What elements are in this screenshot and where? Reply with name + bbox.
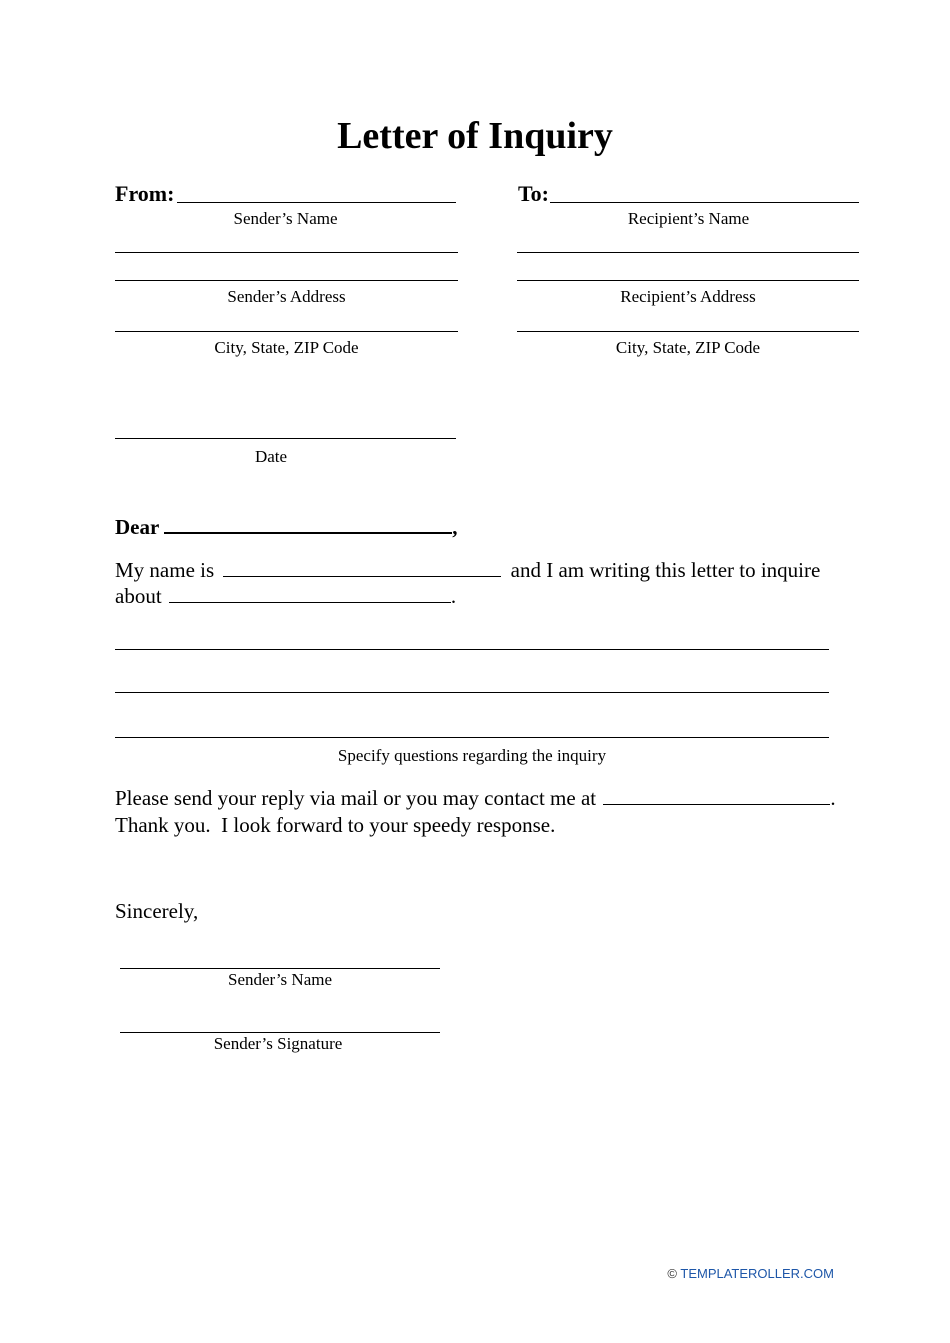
intro-period: . <box>450 584 457 608</box>
footer-site-link[interactable]: TEMPLATEROLLER.COM <box>680 1266 834 1281</box>
salutation-comma: , <box>452 515 458 539</box>
sender-address-line-1[interactable] <box>115 252 458 253</box>
inquiry-subject-field[interactable] <box>169 584 451 603</box>
signature-name-caption: Sender’s Name <box>227 970 333 989</box>
reply-line <box>115 786 836 811</box>
signature-name-field[interactable] <box>120 968 440 969</box>
recipient-name-caption: Recipient’s Name <box>627 209 750 228</box>
date-field[interactable] <box>115 438 456 439</box>
thanks-text: Thank you. I look forward to your speedy response. <box>115 813 556 837</box>
sender-address-caption: Sender’s Address <box>227 287 346 306</box>
questions-caption: Specify questions regarding the inquiry <box>337 746 607 765</box>
intro-text-3: about <box>115 584 162 608</box>
contact-info-field[interactable] <box>603 786 830 805</box>
sender-name-field[interactable] <box>177 202 456 203</box>
recipient-name-field[interactable] <box>550 202 859 203</box>
sender-city-field[interactable] <box>115 331 458 332</box>
date-caption: Date <box>254 447 288 466</box>
recipient-city-field[interactable] <box>517 331 859 332</box>
recipient-address-caption: Recipient’s Address <box>620 287 756 306</box>
intro-line-1 <box>115 558 820 583</box>
from-label: From: <box>115 181 175 206</box>
recipient-city-caption: City, State, ZIP Code <box>615 338 761 357</box>
recipient-salutation-field[interactable] <box>164 514 452 534</box>
dear-label: Dear <box>115 515 159 539</box>
page-title: Letter of Inquiry <box>337 115 613 157</box>
signature-field[interactable] <box>120 1032 440 1033</box>
question-line-3[interactable] <box>115 737 829 738</box>
reply-period: . <box>830 786 836 810</box>
sender-city-caption: City, State, ZIP Code <box>214 338 359 357</box>
intro-line-2 <box>115 584 456 609</box>
question-line-1[interactable] <box>115 649 829 650</box>
sender-address-line-2[interactable] <box>115 280 458 281</box>
signature-caption: Sender’s Signature <box>213 1034 343 1053</box>
intro-text-1: My name is <box>115 558 215 582</box>
writer-name-field[interactable] <box>223 558 501 577</box>
closing: Sincerely, <box>115 899 199 923</box>
intro-text-2: and I am writing this letter to inquire <box>510 558 821 582</box>
to-label: To: <box>518 181 549 206</box>
sender-name-caption: Sender’s Name <box>233 209 338 228</box>
copyright-icon: © <box>667 1266 677 1281</box>
question-line-2[interactable] <box>115 692 829 693</box>
recipient-address-line-1[interactable] <box>517 252 859 253</box>
salutation <box>115 514 457 540</box>
reply-text: Please send your reply via mail or you may contact me at <box>115 786 597 810</box>
footer-copyright <box>667 1266 834 1281</box>
recipient-address-line-2[interactable] <box>517 280 859 281</box>
